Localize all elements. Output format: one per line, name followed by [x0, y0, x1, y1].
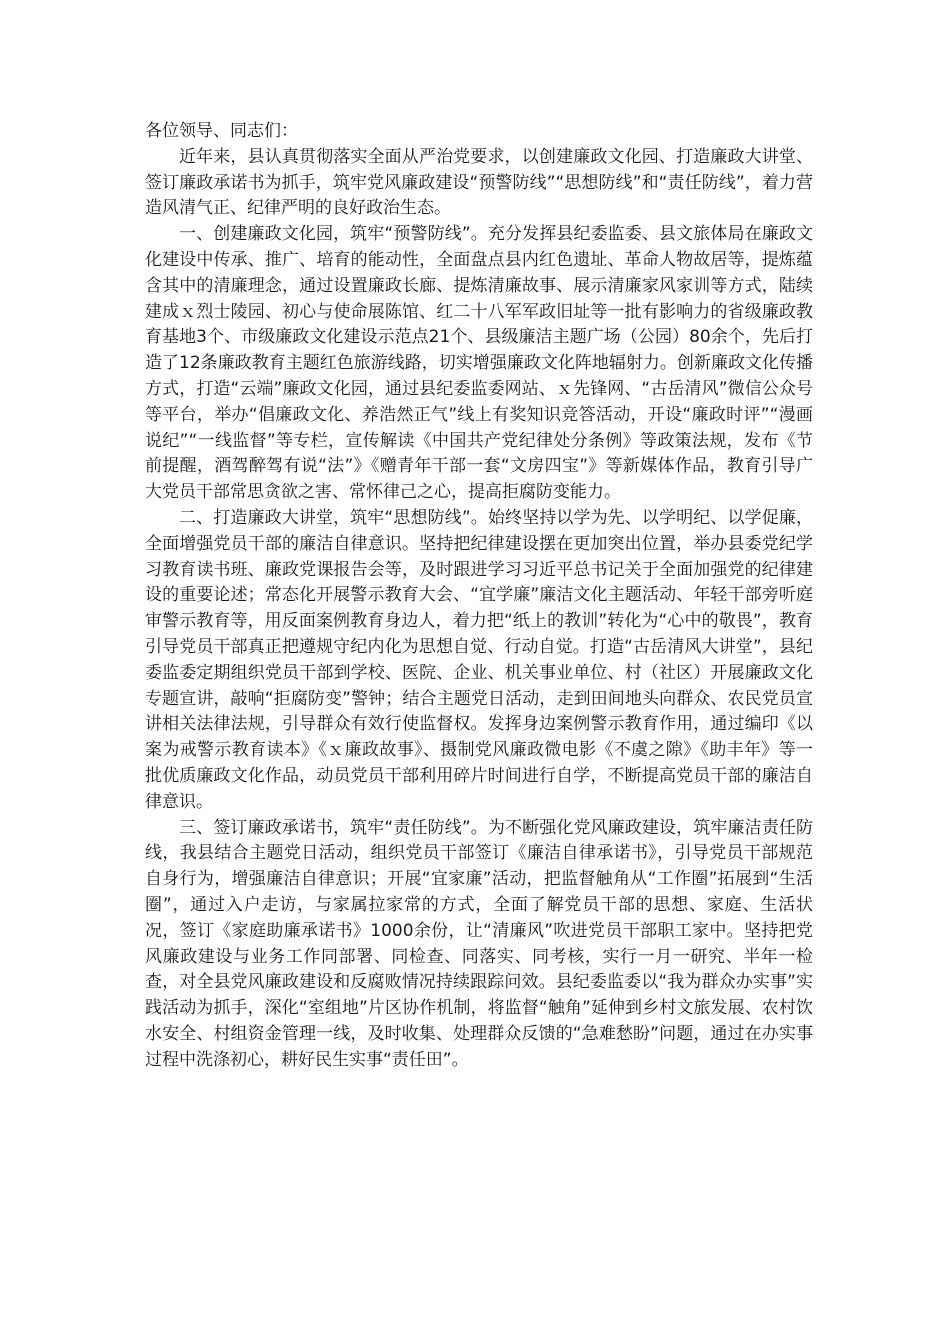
paragraph-section-3: 三、签订廉政承诺书，筑牢“责任防线”。为不断强化党风廉政建设，筑牢廉洁责任防线，我县结合主题党日活动，组织党员干部签订《廉洁自律承诺书》，引导党员干部规范自身行为，增强廉洁自律意识；开展“宜家廉”活动，把监督触角从“工作圈”拓展到“生活圈”，通过入户走访，与家属拉家常的方式，全面了解党员干部的思想、家庭、生活状况，签订《家庭助廉承诺书》1000余份，让“清廉风”吹进党员干部职工家中。坚持把党风廉政建设与业务工作同部署、同检查、同落实、同考核，实行一月一研究、半年一检查，对全县党风廉政建设和反腐败情况持续跟踪问效。县纪委监委以“我为群众办实事”实践活动为抓手，深化“室组地”片区协作机制，将监督“触角”延伸到乡村文旅发展、农村饮水安全、村组资金管理一线，及时收集、处理群众反馈的“急难愁盼”问题，通过在办实事过程中洗涤初心，耕好民生实事“责任田”。: [145, 817, 813, 1070]
salutation: 各位领导、同志们：: [145, 121, 298, 141]
paragraph-section-2: 二、打造廉政大讲堂，筑牢“思想防线”。始终坚持以学为先、以学明纪、以学促廉，全面增强党员干部的廉洁自律意识。坚持把纪律建设摆在更加突出位置，举办县委党纪学习教育读书班、廉政党课报告会等，及时跟进学习习近平总书记关于全面加强党的纪律建设的重要论述；常态化开展警示教育大会、“宜学廉”廉洁文化主题活动、年轻干部旁听庭审警示教育等，用反面案例教育身边人，着力把“纸上的教训”转化为“心中的敬畏”，教育引导党员干部真正把遵规守纪内化为思想自觉、行动自觉。打造“古岳清风大讲堂”，县纪委监委定期组织党员干部到学校、医院、企业、机关事业单位、村（社区）开展廉政文化专题宣讲，敲响“拒腐防变”警钟；结合主题党日活动，走到田间地头向群众、农民党员宣讲相关法律法规，引导群众有效行使监督权。发挥身边案例警示教育作用，通过编印《以案为戒警示教育读本》《ｘ廉政故事》、摄制党风廉政微电影《不虞之隙》《助丰年》等一批优质廉政文化作品，动员党员干部利用碎片时间进行自学，不断提高党员干部的廉洁自律意识。: [145, 507, 813, 812]
document-body: [145, 119, 813, 1073]
paragraph-section-1: 一、创建廉政文化园，筑牢“预警防线”。充分发挥县纪委监委、县文旅体局在廉政文化建设中传承、推广、培育的能动性，全面盘点县内红色遗址、革命人物故居等，提炼蕴含其中的清廉理念，通过设置廉政长廊、提炼清廉故事、展示清廉家风家训等方式，陆续建成ｘ烈士陵园、初心与使命展陈馆、红二十八军军政旧址等一批有影响力的省级廉政教育基地3个、市级廉政文化建设示范点21个、县级廉洁主题广场（公园）80余个，先后打造了12条廉政教育主题红色旅游线路，切实增强廉政文化阵地辐射力。创新廉政文化传播方式，打造“云端”廉政文化园，通过县纪委监委网站、ｘ先锋网、“古岳清风”微信公众号等平台，举办“倡廉政文化、养浩然正气”线上有奖知识竞答活动，开设“廉政时评”“漫画说纪”“一线监督”等专栏，宣传解读《中国共产党纪律处分条例》等政策法规，发布《节前提醒，酒驾醉驾有说“法”》《赠青年干部一套“文房四宝”》等新媒体作品，教育引导广大党员干部常思贪欲之害、常怀律己之心，提高拒腐防变能力。: [145, 224, 813, 503]
paragraph-intro: 近年来，县认真贯彻落实全面从严治党要求，以创建廉政文化园、打造廉政大讲堂、签订廉政承诺书为抓手，筑牢党风廉政建设“预警防线”“思想防线”和“责任防线”，着力营造风清气正、纪律严明的良好政治生态。: [145, 146, 813, 219]
